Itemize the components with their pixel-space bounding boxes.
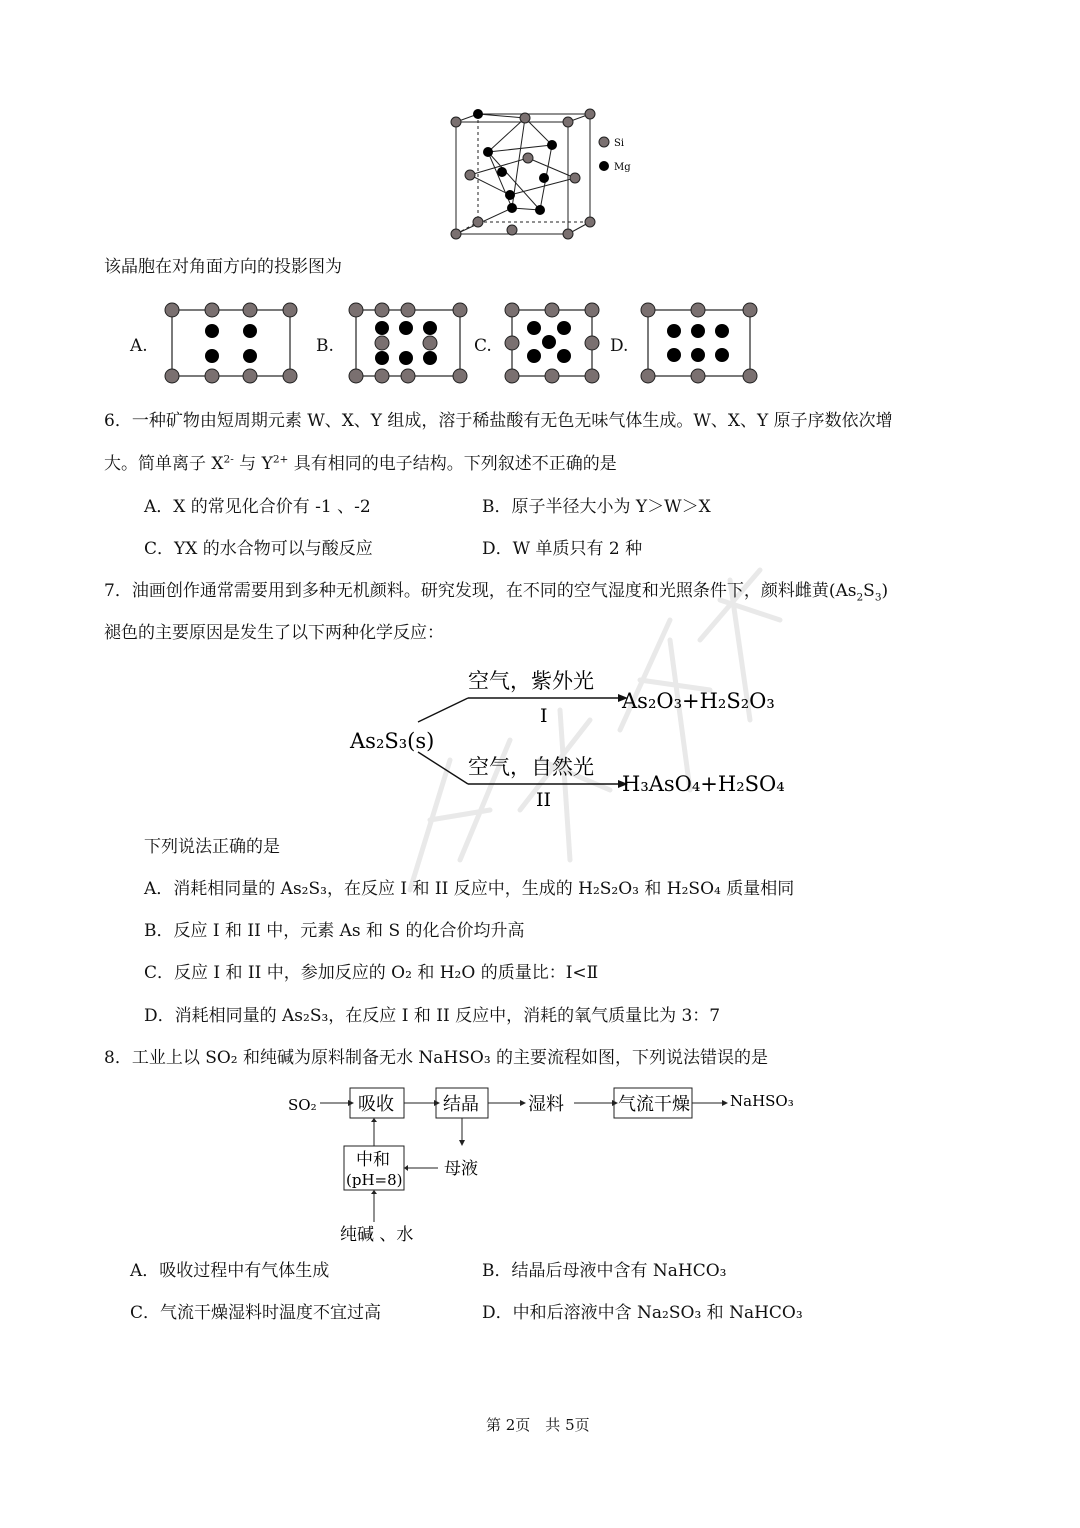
route-2-label: II	[536, 789, 552, 810]
q7-option-b: B．反应 I 和 II 中，元素 As 和 S 的化合价均升高	[144, 921, 525, 941]
condition-2: 空气，自然光	[468, 755, 594, 779]
flow-mother-liquor: 母液	[444, 1159, 478, 1179]
q8-option-a: A．吸收过程中有气体生成	[130, 1261, 330, 1281]
q5-option-d-label: D.	[610, 336, 629, 356]
flow-neutralize: 中和	[356, 1150, 390, 1170]
q6-stem-line1: 6．一种矿物由短周期元素 W、X、Y 组成，溶于稀盐酸有无色无味气体生成。W、X、Y 原子序数依次增	[104, 411, 893, 431]
q8-option-c: C．气流干燥湿料时温度不宜过高	[130, 1303, 382, 1323]
q6-stem-line2: 大。简单离子 $X^{2-}$ 与 $Y^{2+}$ 具有相同的电子结构。下列叙述不正确的是	[104, 453, 617, 474]
process-flowchart	[280, 1082, 820, 1252]
q5-option-c-label: C.	[474, 336, 492, 356]
page-footer: 第 2页 共 5页	[486, 1416, 590, 1434]
q7-option-d: D．消耗相同量的 As₂S₃，在反应 I 和 II 反应中，消耗的氧气质量比为 3：7	[144, 1006, 721, 1026]
route-1-label: I	[540, 705, 548, 727]
reaction-scheme	[340, 660, 800, 810]
reactant: As₂S₃(s)	[350, 729, 435, 753]
q5-stem: 该晶胞在对角面方向的投影图为	[104, 257, 342, 277]
projection-option-d	[638, 298, 760, 386]
si-legend-label: Si	[614, 138, 625, 149]
q8-option-b: B．结晶后母液中含有 NaHCO₃	[482, 1261, 727, 1281]
mg-legend-marker	[599, 161, 609, 171]
projection-option-c	[502, 298, 600, 386]
flow-crystallize: 结晶	[443, 1094, 479, 1115]
flow-air-dry: 气流干燥	[618, 1094, 690, 1115]
q5-option-a-label: A.	[130, 336, 148, 356]
crystal-cell-diagram	[440, 100, 640, 245]
projection-option-a	[162, 298, 298, 386]
flow-absorb: 吸收	[358, 1094, 394, 1115]
q7-prompt: 下列说法正确的是	[144, 837, 280, 857]
q8-option-d: D．中和后溶液中含 Na₂SO₃ 和 NaHCO₃	[482, 1303, 803, 1323]
condition-1: 空气，紫外光	[468, 669, 594, 693]
flow-wet-material: 湿料	[528, 1094, 564, 1115]
product-1: As₂O₃+H₂S₂O₃	[622, 689, 775, 713]
flow-so2: SO₂	[288, 1096, 317, 1114]
q7-stem-line2: 褪色的主要原因是发生了以下两种化学反应：	[104, 623, 444, 643]
product-2: H₃AsO₄+H₂SO₄	[622, 772, 785, 796]
mg-legend-label: Mg	[614, 162, 631, 173]
q7-option-c: C．反应 I 和 II 中，参加反应的 O₂ 和 H₂O 的质量比：Ⅰ<Ⅱ	[144, 963, 599, 983]
q7-option-a: A．消耗相同量的 As₂S₃，在反应 I 和 II 反应中，生成的 H₂S₂O₃ 和 H₂SO₄ 质量相同	[144, 879, 795, 899]
flow-feed: 纯碱 、水	[340, 1225, 414, 1245]
q8-stem: 8．工业上以 SO₂ 和纯碱为原料制备无水 NaHSO₃ 的主要流程如图，下列说法错误的是	[104, 1048, 769, 1068]
flow-ph: (pH=8)	[346, 1171, 403, 1189]
projection-option-b	[346, 298, 470, 386]
flow-product: NaHSO₃	[730, 1092, 794, 1110]
si-legend-marker	[599, 137, 609, 147]
q6-option-b: B．原子半径大小为 Y＞W＞X	[482, 497, 711, 517]
q7-stem-line1: 7．油画创作通常需要用到多种无机颜料。研究发现，在不同的空气湿度和光照条件下，颜料雌黄$(As_2S_3)$	[104, 581, 889, 604]
q5-option-b-label: B.	[316, 336, 334, 356]
q6-option-c: C．YX 的水合物可以与酸反应	[144, 539, 373, 559]
q6-option-d: D．W 单质只有 2 种	[482, 539, 643, 559]
q6-option-a: A．X 的常见化合价有 -1 、-2	[144, 497, 371, 517]
